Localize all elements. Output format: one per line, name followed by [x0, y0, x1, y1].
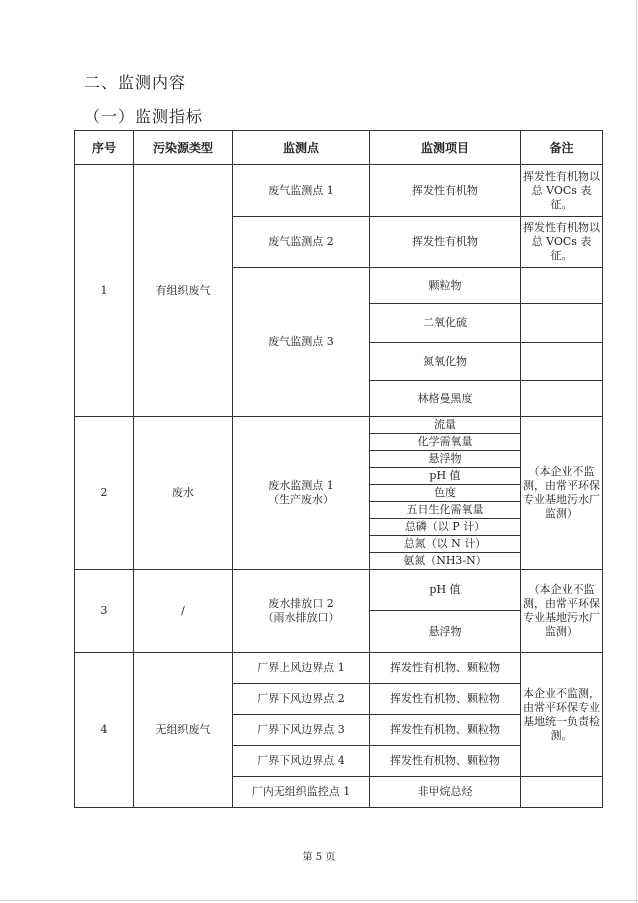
monitoring-indicators-table: [74, 130, 603, 808]
monitoring-item: 挥发性有机物: [370, 165, 521, 217]
monitoring-point: 废气监测点 1: [233, 165, 370, 217]
remark: [521, 381, 603, 417]
monitoring-point-subname: （雨水排放口）: [262, 611, 340, 624]
monitoring-item: 挥发性有机物、颗粒物: [370, 746, 521, 777]
header-monitoring-point: 监测点: [233, 131, 370, 165]
remark: （本企业不监测，由常平环保专业基地污水厂监测）: [521, 570, 603, 653]
monitoring-item: 悬浮物: [370, 451, 521, 468]
monitoring-point-name: 废水监测点 1: [268, 479, 334, 492]
row-no: 2: [75, 417, 134, 570]
table-header-row: [75, 131, 603, 165]
remark: [521, 304, 603, 343]
monitoring-item: 五日生化需氧量: [370, 502, 521, 519]
monitoring-item: 化学需氧量: [370, 434, 521, 451]
monitoring-item: 挥发性有机物、颗粒物: [370, 653, 521, 684]
monitoring-item: 总氮（以 N 计）: [370, 536, 521, 553]
remark: [521, 268, 603, 304]
remark: 挥发性有机物以总 VOCs 表征。: [521, 165, 603, 217]
monitoring-item: 颗粒物: [370, 268, 521, 304]
page-edge-bottom: [0, 900, 638, 901]
table-row: [75, 570, 603, 611]
row-source-type: 无组织废气: [134, 653, 233, 808]
monitoring-item: 流量: [370, 417, 521, 434]
monitoring-point: 厂界下风边界点 4: [233, 746, 370, 777]
header-remark: 备注: [521, 131, 603, 165]
monitoring-item: 林格曼黑度: [370, 381, 521, 417]
page-number: 第 5 页: [302, 852, 336, 863]
row-no: 4: [75, 653, 134, 808]
header-no: 序号: [75, 131, 134, 165]
monitoring-point: 厂内无组织监控点 1: [233, 777, 370, 808]
page-edge-right: [636, 0, 637, 903]
table-row: [75, 417, 603, 434]
header-monitoring-item: 监测项目: [370, 131, 521, 165]
monitoring-item: 氮氧化物: [370, 343, 521, 381]
remark: [521, 777, 603, 808]
row-source-type: /: [134, 570, 233, 653]
monitoring-item: pH 值: [370, 570, 521, 611]
remark: （本企业不监测，由常平环保专业基地污水厂监测）: [521, 417, 603, 570]
monitoring-item: 非甲烷总烃: [370, 777, 521, 808]
remark: 挥发性有机物以总 VOCs 表征。: [521, 217, 603, 268]
monitoring-point: [233, 417, 370, 570]
row-source-type: 废水: [134, 417, 233, 570]
monitoring-point-name: 废水排放口 2: [268, 597, 334, 610]
monitoring-item: 二氧化硫: [370, 304, 521, 343]
monitoring-item: 悬浮物: [370, 611, 521, 653]
remark: [521, 343, 603, 381]
monitoring-point: 废气监测点 3: [233, 268, 370, 417]
remark: 本企业不监测，由常平环保专业基地统一负责检测。: [521, 653, 603, 777]
section-title: 二、监测内容: [84, 73, 187, 92]
monitoring-point-subname: （生产废水）: [268, 493, 334, 506]
monitoring-point: 废气监测点 2: [233, 217, 370, 268]
row-no: 3: [75, 570, 134, 653]
table-row: [75, 165, 603, 217]
monitoring-point: 厂界上风边界点 1: [233, 653, 370, 684]
monitoring-item: 挥发性有机物、颗粒物: [370, 684, 521, 715]
monitoring-item: 色度: [370, 485, 521, 502]
monitoring-point: 厂界下风边界点 2: [233, 684, 370, 715]
monitoring-point: 厂界下风边界点 3: [233, 715, 370, 746]
monitoring-item: 挥发性有机物、颗粒物: [370, 715, 521, 746]
monitoring-item: 总磷（以 P 计）: [370, 519, 521, 536]
monitoring-item: 氨氮（NH3-N）: [370, 553, 521, 570]
row-source-type: 有组织废气: [134, 165, 233, 417]
monitoring-item: pH 值: [370, 468, 521, 485]
subsection-title: （一）监测指标: [84, 107, 204, 126]
header-source-type: 污染源类型: [134, 131, 233, 165]
row-no: 1: [75, 165, 134, 417]
monitoring-item: 挥发性有机物: [370, 217, 521, 268]
table-row: [75, 653, 603, 684]
monitoring-point: [233, 570, 370, 653]
